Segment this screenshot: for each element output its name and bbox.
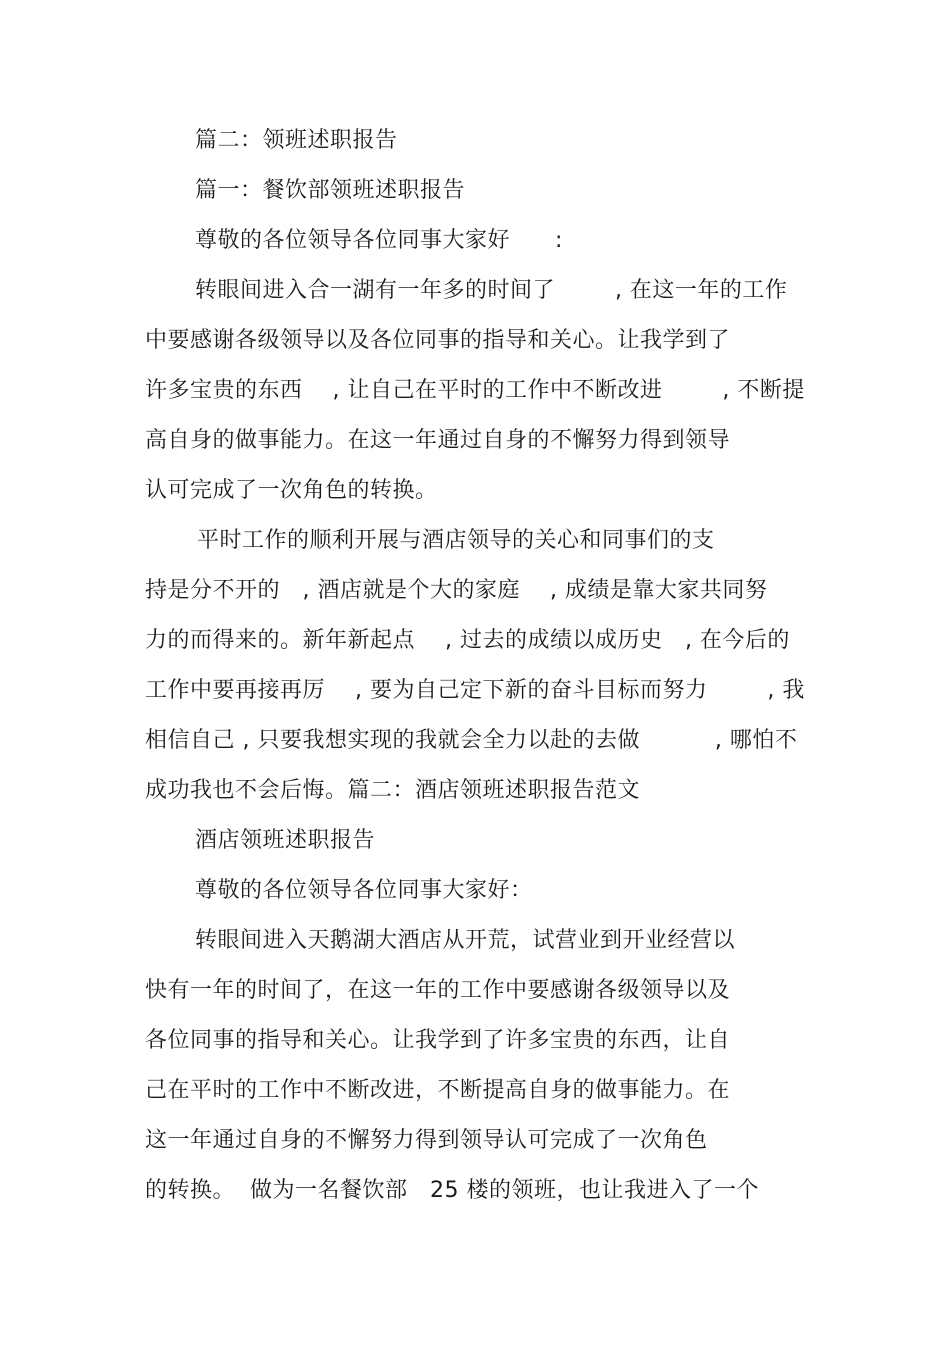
paragraph-line: 中要感谢各级领导以及各位同事的指导和关心。让我学到了 [145,328,731,353]
paragraph-line: 己在平时的工作中不断改进，不断提高自身的做事能力。在 [145,1078,731,1103]
paragraph-line: 许多宝贵的东西 , 让自己在平时的工作中不断改进 , 不断提 [145,378,805,403]
paragraph-line: 力的而得来的。新年新起点 , 过去的成绩以成历史 , 在今后的 [145,628,790,653]
paragraph-line: 平时工作的顺利开展与酒店领导的关心和同事们的支 [197,528,715,553]
paragraph-line: 高自身的做事能力。在这一年通过自身的不懈努力得到领导 [145,428,731,453]
paragraph-line: 成功我也不会后悔。篇二：酒店领班述职报告范文 [145,778,641,803]
paragraph-line: 工作中要再接再厉 , 要为自己定下新的奋斗目标而努力 , 我 [145,678,805,703]
paragraph-line: 快有一年的时间了，在这一年的工作中要感谢各级领导以及 [145,978,731,1003]
heading-part-one: 篇一：餐饮部领班述职报告 [195,178,466,203]
paragraph-line: 这一年通过自身的不懈努力得到领导认可完成了一次角色 [145,1128,708,1153]
salutation: 尊敬的各位领导各位同事大家好 : [195,228,563,253]
paragraph-line: 转眼间进入合一湖有一年多的时间了 , 在这一年的工作 [195,278,788,303]
paragraph-line: 认可完成了一次角色的转换。 [145,478,438,503]
section-title: 酒店领班述职报告 [195,828,376,853]
paragraph-line: 各位同事的指导和关心。让我学到了许多宝贵的东西，让自 [145,1028,731,1053]
paragraph-line: 持是分不开的 , 酒店就是个大的家庭 , 成绩是靠大家共同努 [145,578,768,603]
heading-part-two: 篇二：领班述职报告 [195,128,398,153]
paragraph-line: 转眼间进入天鹅湖大酒店从开荒，试营业到开业经营以 [195,928,736,953]
salutation: 尊敬的各位领导各位同事大家好： [195,878,533,903]
paragraph-line: 的转换。 做为一名餐饮部 25 楼的领班，也让我进入了一个 [145,1178,759,1203]
paragraph-line: 相信自己 , 只要我想实现的我就会全力以赴的去做 , 哪怕不 [145,728,798,753]
